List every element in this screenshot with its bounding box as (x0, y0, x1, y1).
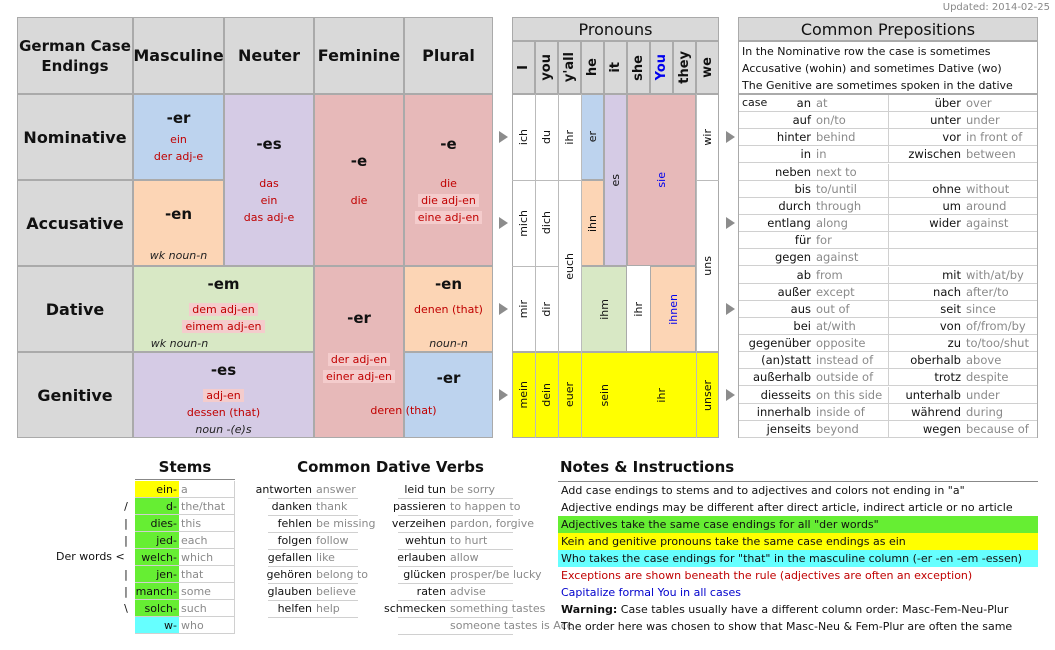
ending: -es (256, 134, 282, 153)
verb-meaning: answer (316, 483, 356, 496)
stem-meaning: which (179, 549, 235, 566)
cell-dat-mascneut (133, 266, 314, 352)
prep-word: über (934, 96, 961, 110)
prep-word: oberhalb (910, 353, 961, 368)
arrow-right-icon (726, 217, 735, 229)
ending: -e (440, 134, 457, 153)
cell-nom-masc (133, 94, 224, 180)
ending: -es (210, 361, 237, 379)
arrow-right-icon (726, 131, 735, 143)
prep-word: aus (790, 301, 811, 316)
pronoun-cell: wir (701, 128, 714, 146)
prep-word: außer (777, 284, 811, 299)
grid-line (888, 232, 889, 249)
grid-line (888, 112, 889, 129)
grid-line (888, 249, 889, 266)
prep-word: um (942, 198, 961, 213)
prep-meaning: during (966, 404, 1004, 419)
example: denen (that) (414, 303, 483, 316)
prep-row (739, 249, 1037, 266)
prep-word: hinter (776, 130, 811, 145)
example: das adj-e (243, 210, 295, 224)
pronoun-header: y'all (562, 52, 577, 83)
prep-word: von (939, 318, 961, 333)
grid-line (398, 634, 513, 635)
prep-word: bei (793, 318, 811, 333)
row-accusative: Accusative (17, 180, 133, 266)
pronoun-cell: sie (655, 172, 668, 188)
verb: antworten (255, 483, 312, 496)
grid-line (888, 421, 889, 438)
notes-lines (558, 482, 1038, 635)
bracket-symbol: / (124, 500, 128, 513)
prep-meaning: against (816, 250, 859, 265)
prep-meaning: except (816, 284, 855, 299)
prep-row (739, 404, 1037, 421)
prep-meaning: opposite (816, 336, 866, 351)
pronoun-cell: sein (597, 383, 611, 407)
verb: schmecken (384, 602, 446, 615)
bracket-symbol: \ (124, 602, 128, 615)
prep-word: an (796, 96, 811, 110)
prep-row (739, 267, 1037, 284)
pronoun-cell: ihnen (666, 293, 680, 325)
arrow-right-icon (726, 389, 735, 401)
bracket-symbol: | (124, 585, 128, 598)
verb: erlauben (397, 551, 446, 564)
pronoun-header: we (700, 57, 715, 78)
stem: d- (135, 498, 179, 515)
prep-meaning: at/with (816, 318, 856, 333)
prep-row (739, 164, 1037, 181)
prep-meaning: over (966, 96, 992, 110)
divider (135, 479, 235, 480)
verb: danken (271, 500, 312, 513)
ending: -er (436, 369, 461, 387)
grid-line (888, 387, 889, 404)
example: der adj-e (153, 150, 204, 163)
grid-line (888, 352, 889, 369)
note-line: Kein and genitive pronouns take the same case endings as ein (558, 533, 1038, 550)
pronoun-cell: du (540, 130, 553, 144)
prep-word: wegen (922, 421, 961, 436)
prep-meaning: out of (816, 301, 850, 316)
grid-line (888, 284, 889, 301)
verb-meaning: be sorry (450, 483, 496, 496)
example: die (350, 193, 368, 207)
prep-word: zwischen (908, 147, 961, 162)
stem-meaning: a (179, 481, 235, 498)
example: ein (260, 193, 278, 207)
arrow-right-icon (499, 303, 508, 315)
verb: glücken (403, 568, 446, 581)
note-line: Add case endings to stems and to adjectives and colors not ending in "a" (561, 484, 965, 497)
prep-word: bis (794, 181, 811, 196)
stem-meaning: each (179, 532, 235, 549)
example: ein (170, 133, 187, 146)
verb: passieren (392, 500, 446, 513)
verb-meaning: thank (316, 500, 348, 513)
verb-meaning: follow (316, 534, 349, 547)
note-line: Exceptions are shown beneath the rule (adjectives are often an exception) (561, 569, 973, 582)
prep-meaning: against (966, 216, 1009, 231)
prep-meaning: behind (816, 130, 856, 145)
grid-line (888, 164, 889, 181)
verb-meaning: like (316, 551, 335, 564)
stem: manch- (135, 585, 177, 598)
row-dative: Dative (17, 266, 133, 352)
cell-acc-masc (133, 180, 224, 266)
verb-meaning: to happen to (450, 500, 521, 513)
verb: gefallen (267, 551, 312, 564)
grid-line (888, 129, 889, 146)
prep-row (739, 198, 1037, 215)
grid-line (888, 267, 889, 284)
prep-meaning: from (816, 267, 843, 282)
prep-word: seit (940, 301, 961, 316)
stem: jen- (135, 566, 179, 583)
prep-meaning: beyond (816, 421, 859, 436)
stem-meaning: the/that (179, 498, 235, 515)
stem-meaning: who (179, 617, 235, 634)
prep-word: jenseits (766, 421, 811, 436)
prep-word: diesseits (760, 387, 811, 402)
cell-nomacc-plur (404, 94, 493, 266)
pronoun-header: it (608, 62, 623, 73)
col-plural: Plural (404, 17, 493, 94)
pronouns-title: Pronouns (512, 17, 719, 41)
example: dem adj-en (189, 303, 257, 316)
grid-line (888, 301, 889, 318)
pronoun-cell: mich (517, 209, 530, 237)
cell-nomacc-fem (314, 94, 404, 266)
example: eimem adj-en (182, 320, 264, 333)
prep-note: Accusative (wohin) and sometimes Dative (wo) (742, 62, 1002, 75)
stem: ein- (135, 481, 179, 498)
pronoun-header: she (631, 54, 646, 81)
grid-line (888, 318, 889, 335)
example: eine adj-en (415, 211, 483, 224)
prep-meaning: under (966, 113, 1000, 128)
bracket-symbol: | (124, 534, 128, 547)
note-line: The order here was chosen to show that Masc-Neu & Fem-Plur are often the same (561, 620, 1013, 633)
rule: noun-n (429, 337, 468, 350)
arrow-right-icon (726, 303, 735, 315)
prep-meaning: outside of (816, 370, 874, 385)
prep-row (739, 129, 1037, 146)
prep-row (739, 335, 1037, 352)
pronoun-cell: ihr (655, 387, 668, 403)
prep-meaning: of/from/by (966, 318, 1026, 333)
grid-line (888, 404, 889, 421)
cell-gen-plur (404, 352, 493, 438)
verb-meaning: prosper/be lucky (450, 568, 542, 581)
pronoun-cell: ihr (563, 129, 576, 145)
prep-meaning: for (816, 233, 832, 248)
grid-line (888, 95, 889, 112)
prep-word: zu (947, 336, 961, 351)
stem-meaning: such (179, 600, 235, 617)
prep-meaning: on this side (816, 387, 883, 402)
rule: wk noun-n (149, 249, 208, 262)
grid-line (268, 617, 358, 618)
note-line: Adjective endings may be different after direct article, indirect article or no article (561, 501, 1013, 514)
pronoun-header: you (539, 54, 554, 81)
note-line: Adjectives take the same case endings for all "der words" (558, 516, 1038, 533)
pronoun-cell: ihn (586, 214, 599, 232)
ending: -er (347, 309, 371, 327)
pronoun-cell: ihr (632, 301, 645, 317)
rule: wk noun-n (150, 337, 209, 350)
grid-line (888, 181, 889, 198)
prep-meaning: around (966, 198, 1007, 213)
grid-line (888, 215, 889, 232)
grid-line (888, 146, 889, 163)
bracket-symbol: | (124, 517, 128, 530)
prep-meaning: in front of (966, 130, 1023, 145)
example: das (259, 176, 279, 190)
prep-row (739, 181, 1037, 198)
example: adj-en (203, 389, 244, 402)
stem: w- (135, 617, 179, 634)
prep-row (739, 421, 1037, 438)
note-line: Who takes the case endings for "that" in the masculine column (-er -en -em -essen) (558, 550, 1038, 567)
prep-meaning: after/to (966, 284, 1009, 299)
example: die (440, 176, 457, 190)
prep-note: In the Nominative row the case is sometimes (742, 45, 991, 58)
pronoun-cell: euch (563, 252, 576, 280)
verb-meaning: belong to (316, 568, 369, 581)
stem: jed- (135, 532, 179, 549)
prep-meaning: next to (816, 164, 857, 179)
pronoun-header: I (516, 65, 531, 70)
cell-dat-plur (404, 266, 493, 352)
col-masculine: Masculine (133, 17, 224, 94)
verb-meaning: allow (450, 551, 479, 564)
verb-meaning: something tastes (450, 602, 546, 615)
note-line: Capitalize formal You in all cases (561, 586, 741, 599)
pronoun-cell: euer (563, 382, 576, 408)
pronoun-cell: mir (517, 299, 530, 319)
prep-meaning: along (816, 216, 848, 231)
prep-note: The Genitive are sometimes spoken in the dative case (742, 79, 1013, 109)
prep-word: gegenüber (748, 336, 811, 351)
prep-meaning: through (816, 198, 862, 213)
example: dessen (that) (186, 406, 261, 419)
ending: -e (350, 151, 368, 170)
pronoun-cell: dir (540, 301, 553, 317)
example: einer adj-en (323, 370, 395, 383)
prep-word: entlang (767, 216, 811, 231)
prep-meaning: despite (966, 370, 1009, 385)
pronoun-cell: mein (517, 381, 530, 409)
prep-meaning: on/to (816, 113, 846, 128)
verb-meaning: help (316, 602, 340, 615)
pronoun-cell: ich (517, 128, 530, 146)
stem-meaning: that (179, 566, 235, 583)
prep-meaning: in (816, 147, 827, 162)
verb-meaning: believe (316, 585, 356, 598)
stem-meaning: this (179, 515, 235, 532)
updated-label: Updated: 2014-02-25 (942, 2, 1050, 13)
prep-row (739, 112, 1037, 129)
verb: folgen (277, 534, 312, 547)
prep-row (739, 232, 1037, 249)
rule: noun -(e)s (195, 423, 252, 436)
arrow-right-icon (499, 217, 508, 229)
prep-meaning: without (966, 181, 1010, 196)
ending: -en (164, 205, 193, 223)
prep-meaning: with/at/by (966, 267, 1024, 282)
prepositions-title: Common Prepositions (738, 17, 1038, 41)
gen-femplur-example: deren (that) (370, 404, 437, 417)
prep-word: außerhalb (752, 370, 811, 385)
prep-meaning: to/until (816, 181, 857, 196)
pronoun-cell: er (586, 131, 599, 143)
prep-word: durch (778, 198, 811, 213)
prep-word: unterhalb (905, 387, 961, 402)
verb: helfen (277, 602, 312, 615)
grid-line (888, 369, 889, 386)
verb: gehören (266, 568, 312, 581)
prep-word: ab (796, 267, 811, 282)
prep-row (739, 146, 1037, 163)
cell-gen-mascneut (133, 352, 314, 438)
prep-word: neben (774, 164, 811, 179)
ending: -en (434, 275, 463, 293)
pronoun-cell: ihm (597, 298, 611, 320)
prep-row (739, 215, 1037, 232)
prep-meaning: to/too/shut (966, 336, 1029, 351)
prep-row (739, 387, 1037, 404)
prep-word: auf (792, 113, 811, 128)
prep-meaning: between (966, 147, 1016, 162)
prepositions-body (738, 94, 1038, 438)
pronoun-cell: es (609, 173, 622, 187)
prep-word: gegen (774, 250, 811, 265)
prep-word: vor (942, 130, 961, 145)
prep-meaning: above (966, 353, 1002, 368)
stem: dies- (135, 515, 179, 532)
cell-nomacc-neut (224, 94, 314, 266)
warning-text: Case tables usually have a different column order: Masc-Fem-Neu-Plur (617, 603, 1009, 616)
stem: solch- (135, 600, 179, 617)
bracket-symbol: | (124, 568, 128, 581)
prep-meaning: inside of (816, 404, 865, 419)
grid-line (888, 335, 889, 352)
pronoun-header: they (677, 51, 692, 84)
col-feminine: Feminine (314, 17, 404, 94)
verb-meaning: be missing (316, 517, 376, 530)
verb: fehlen (277, 517, 312, 530)
prep-word: unter (930, 113, 961, 128)
prep-word: innerhalb (756, 404, 811, 419)
verb: leid tun (404, 483, 446, 496)
prep-meaning: instead of (816, 353, 874, 368)
stems-title: Stems (158, 458, 212, 476)
verb-meaning: someone tastes is Acc (450, 619, 573, 632)
pronoun-header: You (654, 54, 669, 81)
prep-row (739, 352, 1037, 369)
example: der adj-en (328, 353, 390, 366)
example: die adj-en (418, 194, 479, 207)
pronoun-cell: dich (540, 211, 553, 235)
prep-word: in (800, 147, 811, 162)
prep-meaning: at (816, 96, 828, 110)
col-neuter: Neuter (224, 17, 314, 94)
pronoun-cell: dein (540, 383, 553, 407)
prep-row (739, 369, 1037, 386)
prep-word: (an)statt (761, 353, 811, 368)
pronoun-cell: unser (701, 379, 714, 411)
stem-meaning: some (179, 583, 235, 600)
prep-row (739, 95, 1037, 112)
row-genitive: Genitive (17, 352, 133, 438)
prep-word: für (794, 233, 811, 248)
verb-meaning: advise (450, 585, 486, 598)
prep-meaning: because of (966, 421, 1029, 436)
pronoun-cell: uns (701, 256, 714, 276)
arrow-right-icon (499, 131, 508, 143)
verb: wehtun (405, 534, 446, 547)
arrow-right-icon (499, 389, 508, 401)
verb-meaning: to hurt (450, 534, 488, 547)
verb: raten (416, 585, 446, 598)
verb: glauben (267, 585, 312, 598)
prep-word: ohne (932, 181, 961, 196)
prep-meaning: under (966, 387, 1000, 402)
prep-meaning: since (966, 301, 996, 316)
pronoun-header: he (585, 58, 600, 77)
verb-meaning: pardon, forgive (450, 517, 534, 530)
prep-word: nach (933, 284, 961, 299)
prep-row (739, 301, 1037, 318)
der-words-label: Der words < (56, 550, 125, 563)
notes-title: Notes & Instructions (560, 458, 735, 476)
stem: welch- (135, 549, 179, 566)
prep-row (739, 318, 1037, 335)
prep-word: wider (929, 216, 961, 231)
dative-verbs-title: Common Dative Verbs (297, 458, 484, 476)
ending: -em (207, 275, 240, 293)
grid-line (888, 198, 889, 215)
warning-label: Warning: (561, 603, 618, 616)
prep-word: mit (942, 267, 961, 282)
prep-word: trotz (934, 370, 961, 385)
prep-row (739, 284, 1037, 301)
row-nominative: Nominative (17, 94, 133, 180)
verb: verzeihen (391, 517, 446, 530)
ending: -er (166, 109, 191, 127)
prep-word: während (911, 404, 961, 419)
case-table-corner: German Case Endings (17, 17, 133, 94)
